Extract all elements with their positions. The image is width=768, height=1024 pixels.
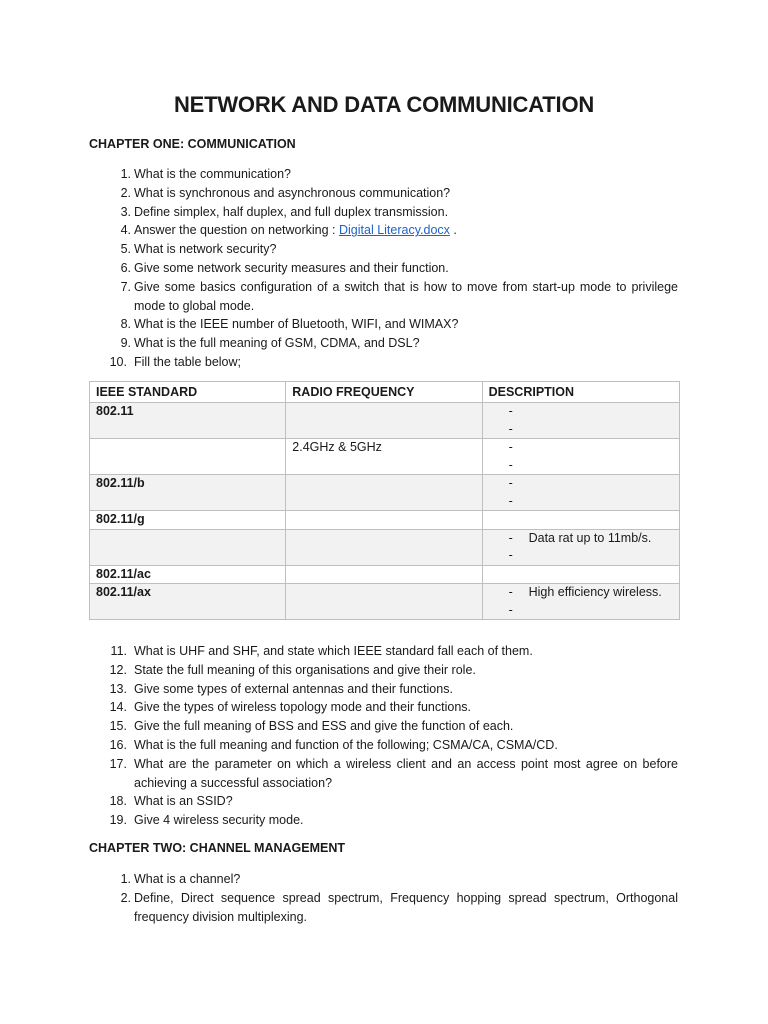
- list-item: 15. Give the full meaning of BSS and ESS and give the function of each.: [109, 719, 514, 734]
- ieee-standards-table: [89, 381, 680, 620]
- list-item: 1. What is a channel?: [120, 872, 241, 886]
- chapter-two-heading: CHAPTER TWO: CHANNEL MANAGEMENT: [89, 841, 346, 855]
- list-item: 14. Give the types of wireless topology mode and their functions.: [109, 700, 471, 715]
- list-item: 10. Fill the table below;: [109, 354, 242, 369]
- chapter-one-questions-part-b: [89, 642, 678, 830]
- list-item: 13. Give some types of external antennas and their functions.: [109, 681, 453, 696]
- table-row: [90, 475, 680, 511]
- standard-cell: 802.11/g: [90, 511, 286, 530]
- frequency-cell: 2.4GHz & 5GHz: [286, 439, 482, 475]
- header-ieee-standard: IEEE STANDARD: [90, 382, 286, 403]
- frequency-cell: [286, 511, 482, 530]
- list-item: 1. What is the communication?: [120, 167, 292, 181]
- standard-cell: 802.11/ac: [90, 565, 286, 584]
- list-item: 6. Give some network security measures and their function.: [120, 260, 449, 275]
- list-item: 16. What is the full meaning and function of the following; CSMA/CA, CSMA/CD.: [109, 737, 558, 752]
- digital-literacy-link[interactable]: Digital Literacy.docx: [338, 223, 450, 238]
- list-item: 2. What is synchronous and asynchronous communication?: [120, 185, 451, 200]
- list-item: 2. Define, Direct sequence spread spectrum, Frequency hopping spread spectrum, Orthogonal frequency division multiplexing.: [120, 890, 678, 924]
- standard-cell: 802.11/ax: [90, 584, 286, 620]
- description-cell: [482, 511, 679, 530]
- list-item: 11. What is UHF and SHF, and state which IEEE standard fall each of them.: [110, 644, 533, 658]
- standard-cell: [90, 439, 286, 475]
- list-item: 8. What is the IEEE number of Bluetooth, WIFI, and WIMAX?: [120, 317, 459, 332]
- table-row: [90, 511, 680, 530]
- table-row: [90, 403, 680, 439]
- list-item: 17. What are the parameter on which a wireless client and an access point most agree on before achieving a successful association?: [109, 756, 678, 790]
- table-row: [90, 584, 680, 620]
- list-item: 7. Give some basics configuration of a switch that is how to move from start-up mode to privilege mode to global mode.: [120, 279, 678, 313]
- table-row: [90, 529, 680, 565]
- list-item: 4. Answer the question on networking : Digital Literacy.docx .: [120, 223, 457, 238]
- chapter-two-questions: [89, 870, 678, 926]
- list-item: 12. State the full meaning of this organisations and give their role.: [109, 662, 476, 677]
- standard-cell: [90, 529, 286, 565]
- description-cell: - High efficiency wireless. -: [482, 584, 679, 620]
- chapter-one-questions-part-a: [89, 165, 678, 372]
- document-title: NETWORK AND DATA COMMUNICATION: [173, 92, 595, 117]
- header-radio-frequency: RADIO FREQUENCY: [286, 382, 482, 403]
- list-item: 19. Give 4 wireless security mode.: [109, 813, 304, 828]
- description-cell: [482, 565, 679, 584]
- description-cell: - -: [482, 403, 679, 439]
- frequency-cell: [286, 475, 482, 511]
- description-cell: - -: [482, 439, 679, 475]
- description-cell: - Data rat up to 11mb/s. -: [482, 529, 679, 565]
- list-item: 3. Define simplex, half duplex, and full duplex transmission.: [120, 204, 449, 219]
- frequency-cell: [286, 565, 482, 584]
- frequency-cell: [286, 584, 482, 620]
- list-item: 5. What is network security?: [120, 242, 277, 257]
- standard-cell: 802.11/b: [90, 475, 286, 511]
- header-description: DESCRIPTION: [482, 382, 679, 403]
- table-header-row: [90, 382, 680, 403]
- table-row: [90, 439, 680, 475]
- chapter-one-heading: CHAPTER ONE: COMMUNICATION: [89, 137, 296, 151]
- description-cell: - -: [482, 475, 679, 511]
- list-item: 9. What is the full meaning of GSM, CDMA, and DSL?: [120, 336, 420, 351]
- standard-cell: 802.11: [90, 403, 286, 439]
- frequency-cell: [286, 529, 482, 565]
- list-item: 18. What is an SSID?: [109, 794, 233, 809]
- table-row: [90, 565, 680, 584]
- frequency-cell: [286, 403, 482, 439]
